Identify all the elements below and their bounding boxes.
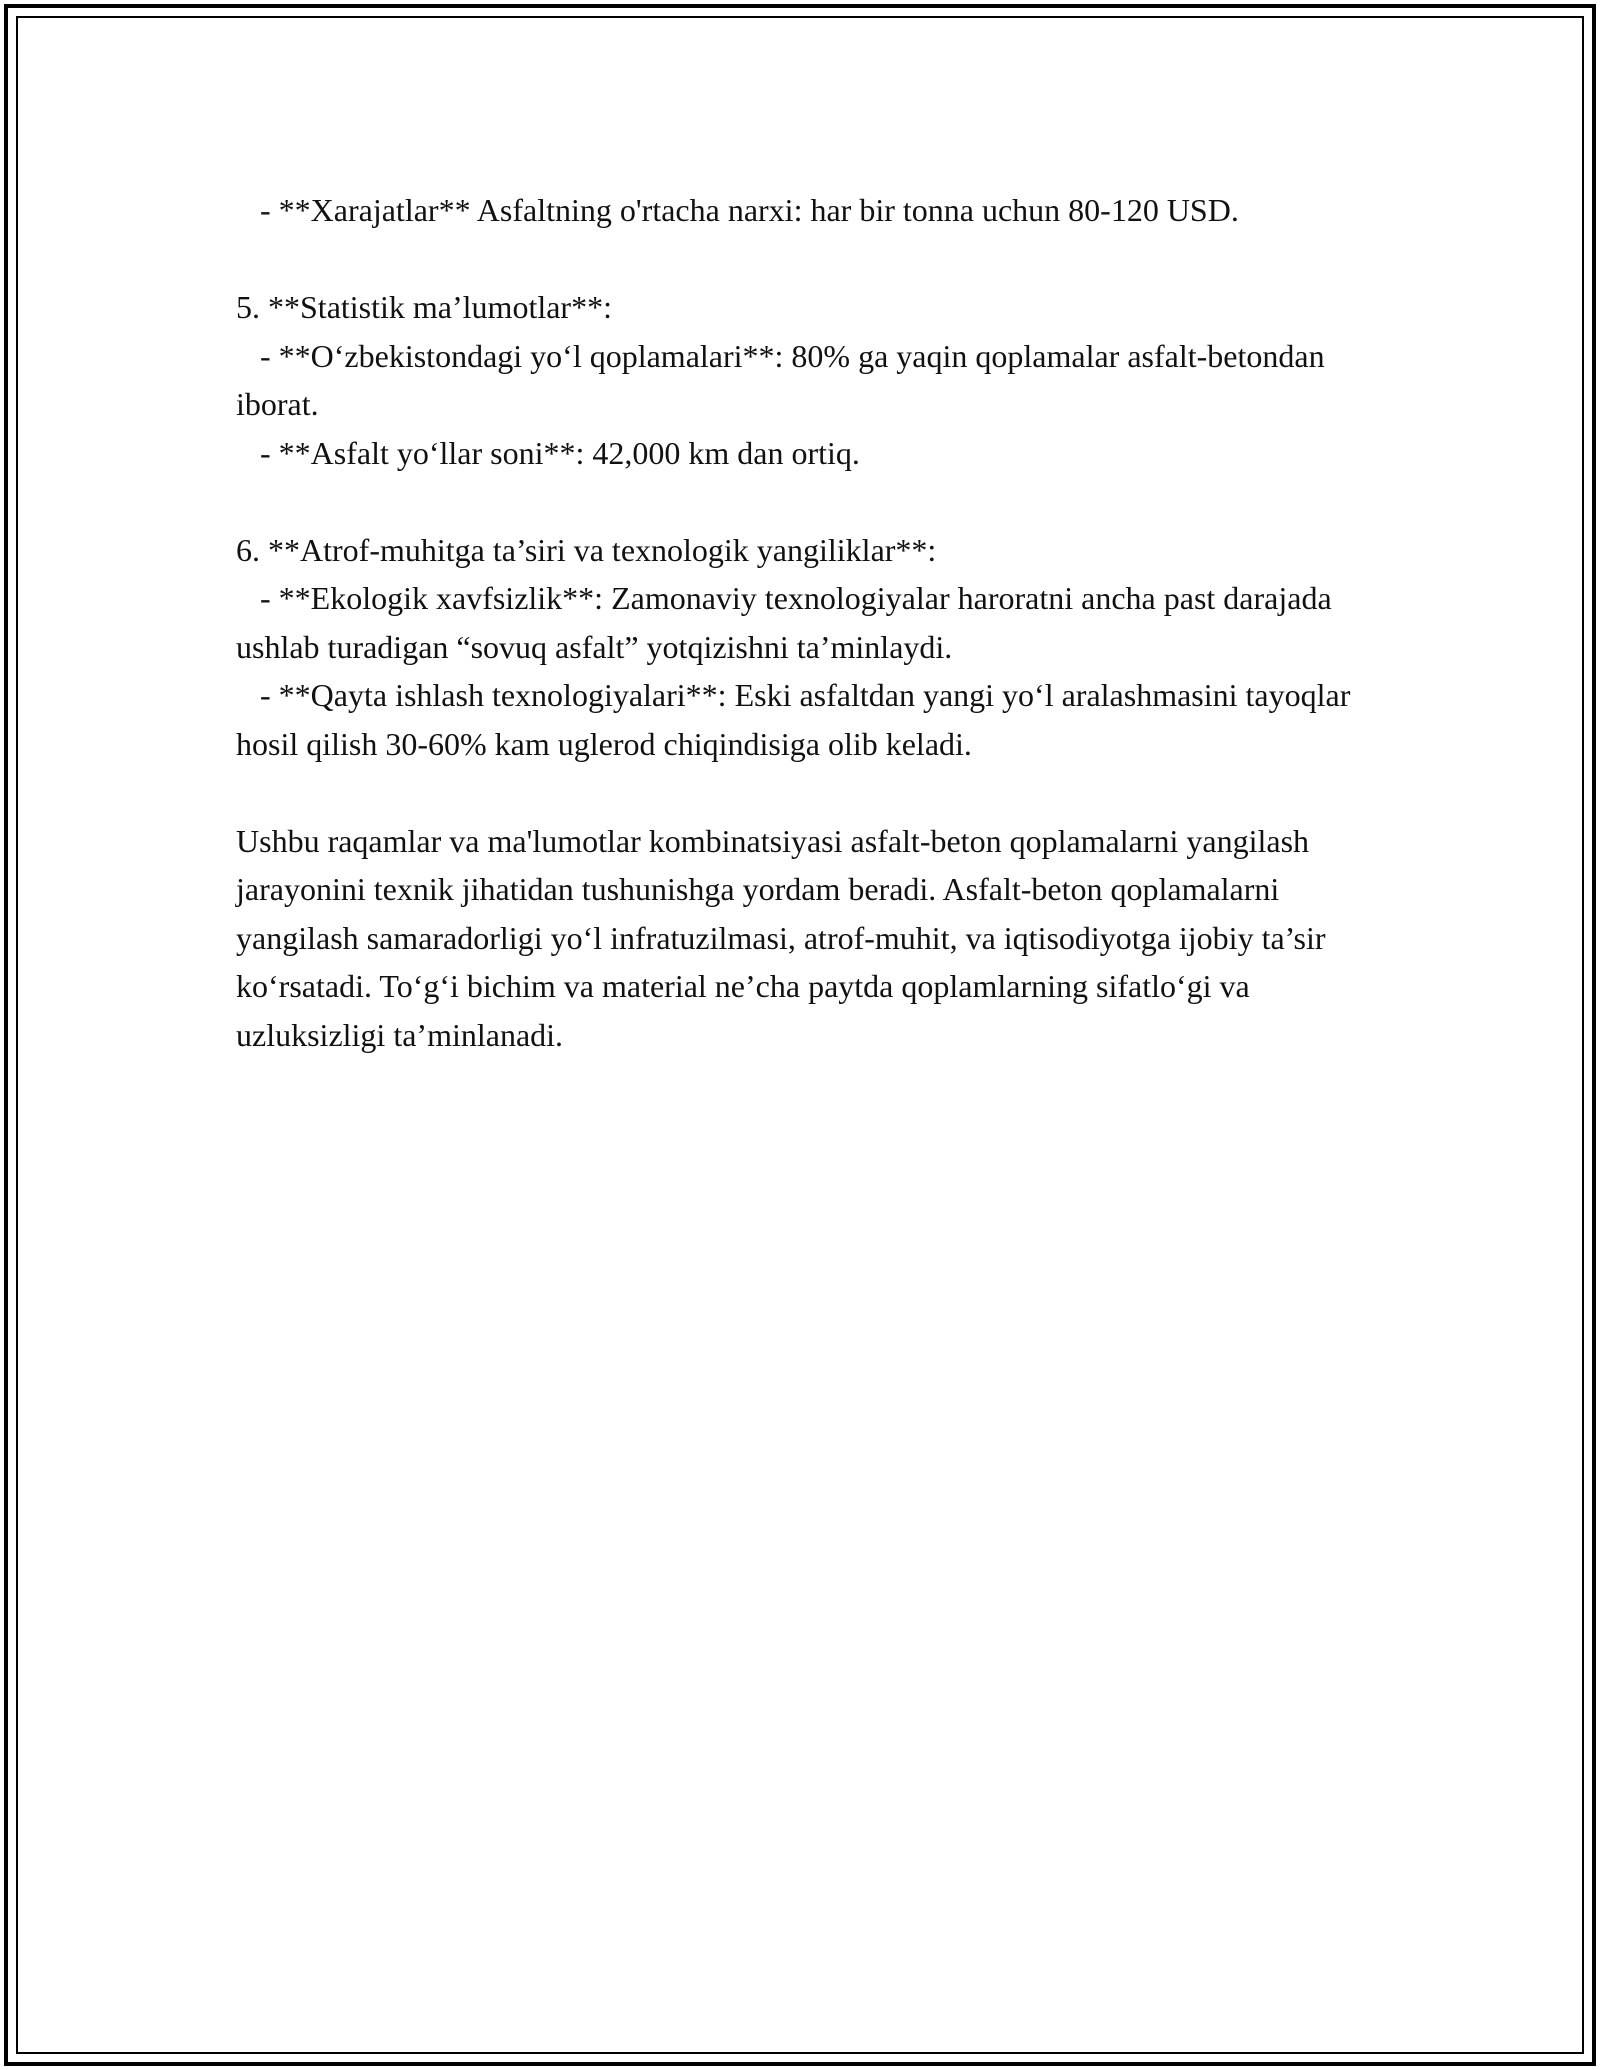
- section-5-list-item-asphalt-roads: - **Asfalt yo‘llar soni**: 42,000 km dan ortiq.: [236, 434, 860, 471]
- document-body: [236, 186, 1366, 1059]
- conclusion-paragraph: Ushbu raqamlar va ma'lumotlar kombinatsiyasi asfalt-beton qoplamalarni yangilash jarayonini texnik jihatidan tushunishga yordam beradi. Asfalt-beton qoplamalarni yangilash samaradorligi yo‘l infratuzilmasi, atrof-muhit, va iqtisodiyotga ijobiy ta’sir ko‘rsatadi. To‘g‘i bichim va material ne’cha paytda qoplamlarning sifatlo‘gi va uzluksizligi ta’minlanadi.: [236, 822, 1326, 1053]
- paragraph-gap: [236, 235, 1366, 284]
- cost-list-item: - **Xarajatlar** Asfaltning o'rtacha narxi: har bir tonna uchun 80-120 USD.: [236, 192, 1239, 228]
- paragraph-gap: [236, 477, 1366, 526]
- section-5-heading: 5. **Statistik ma’lumotlar**:: [236, 289, 612, 325]
- paragraph-gap: [236, 768, 1366, 817]
- section-6-heading: 6. **Atrof-muhitga ta’siri va texnologik yangiliklar**:: [236, 531, 937, 568]
- section-6-list-item-recycling: - **Qayta ishlash texnologiyalari**: Eski asfaltdan yangi yo‘l aralashmasini tayoqlar hosil qilish 30-60% kam uglerod chiqindisiga olib keladi.: [236, 677, 1359, 762]
- section-5-list-item-road-coverings: - **O‘zbekistondagi yo‘l qoplamalari**: 80% ga yaqin qoplamalar asfalt-betondan iborat.: [236, 337, 1333, 422]
- section-6-list-item-ecology: - **Ekologik xavfsizlik**: Zamonaviy texnologiyalar haroratni ancha past darajada ushlab turadigan “sovuq asfalt” yotqizishni ta’minlaydi.: [236, 580, 1340, 665]
